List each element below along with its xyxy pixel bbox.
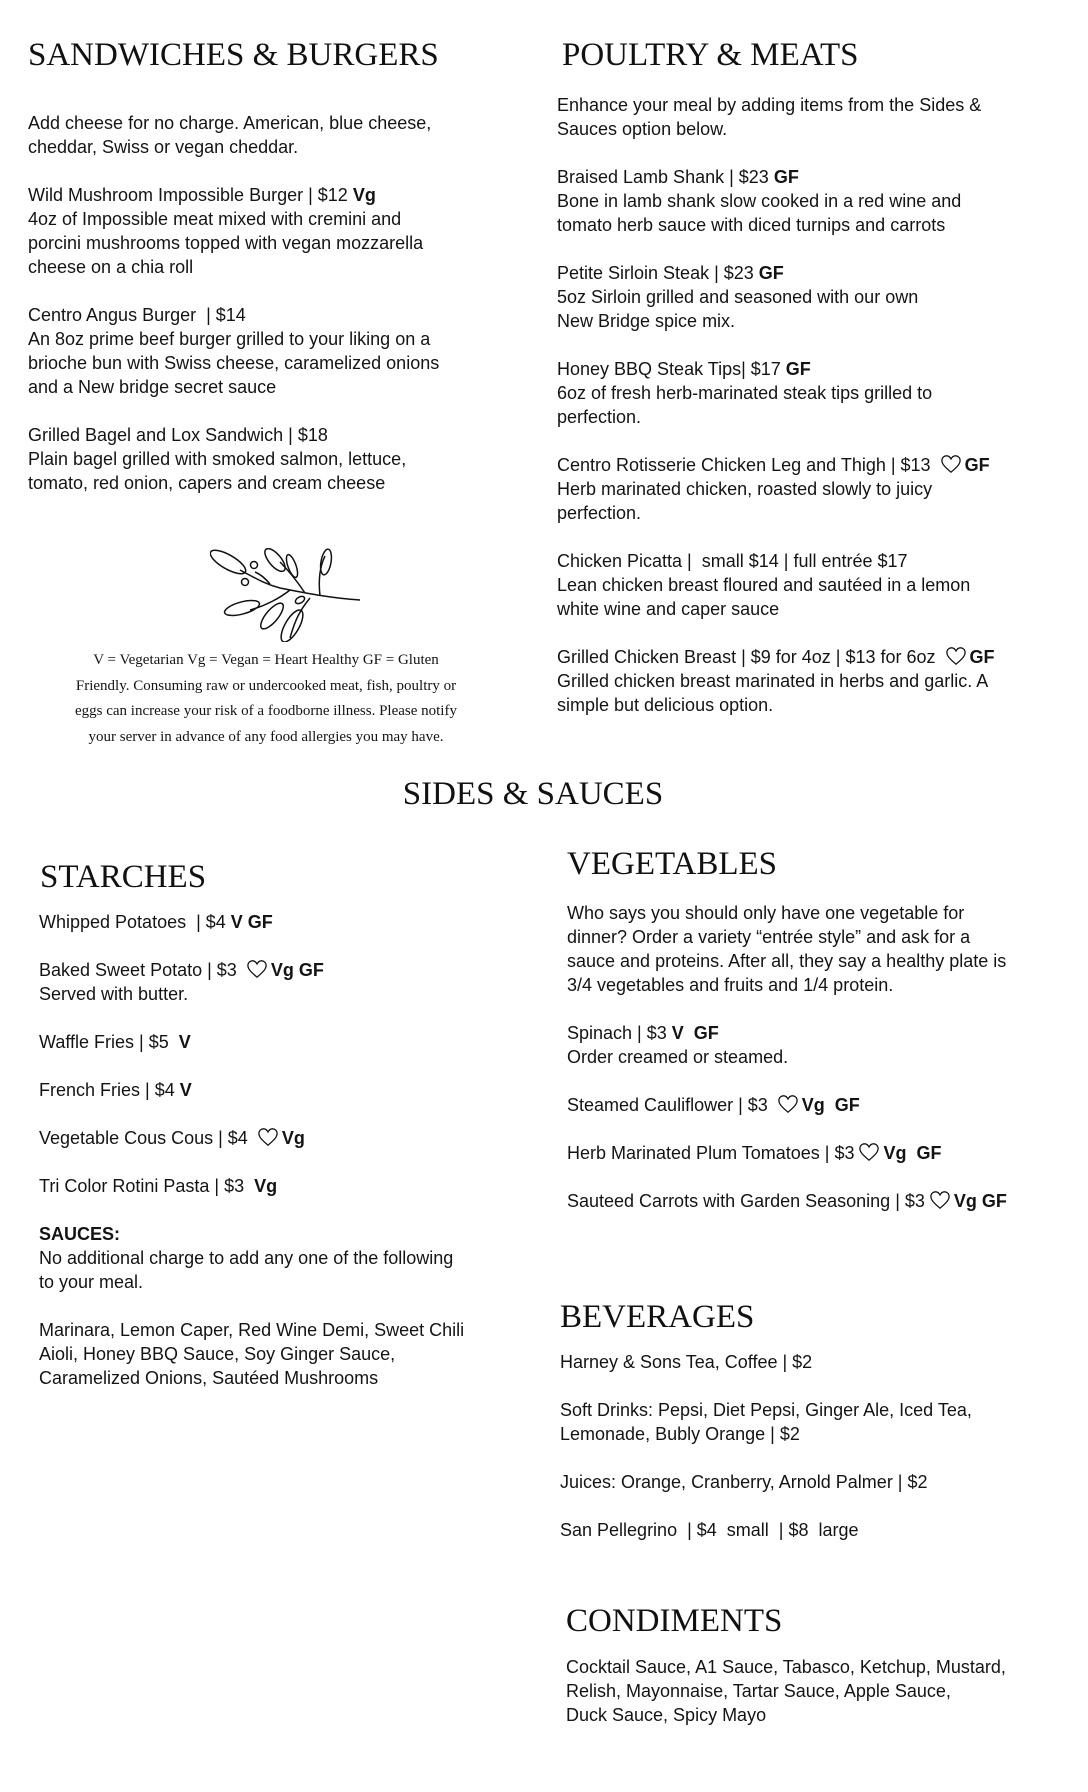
dietary-tags: Vg GF: [953, 1191, 1007, 1211]
sandwiches-list: [28, 111, 439, 495]
menu-item-heading: [567, 1021, 1007, 1045]
heart-healthy-icon: [257, 1127, 279, 1147]
menu-item: [567, 1021, 1007, 1069]
dietary-tags: Vg GF: [883, 1143, 942, 1163]
menu-item-title: Juices: Orange, Cranberry, Arnold Palmer | $2: [560, 1472, 928, 1492]
menu-item-heading: [557, 645, 995, 669]
dietary-tags: Vg GF: [270, 960, 324, 980]
menu-item: [28, 423, 439, 495]
menu-item-description: 4oz of Impossible meat mixed with cremini and porcini mushrooms topped with vegan mozzarella cheese on a chia roll: [28, 209, 424, 277]
menu-item-description: Bone in lamb shank slow cooked in a red wine and tomato herb sauce with diced turnips and carrots: [557, 191, 962, 235]
section-title-condiments: CONDIMENTS: [566, 1603, 783, 1639]
dietary-legend-disclaimer: V = Vegetarian Vg = Vegan = Heart Healthy GF = Gluten Friendly. Consuming raw or undercooked meat, fish, poultry or eggs can increase your risk of a foodborne illness. Please notify your server in advance of any food allergies you may have.: [75, 652, 457, 745]
menu-item-heading: [560, 1350, 972, 1374]
section-title-beverages: BEVERAGES: [560, 1299, 755, 1335]
menu-item-title: Vegetable Cous Cous | $4: [39, 1128, 253, 1148]
section-title-sides: SIDES & SAUCES: [402, 776, 664, 812]
sandwiches-intro: Add cheese for no charge. American, blue cheese, cheddar, Swiss or vegan cheddar.: [28, 113, 432, 157]
beverages-list: [560, 1350, 972, 1542]
menu-item-heading: [557, 357, 995, 381]
menu-item-heading: [560, 1398, 972, 1422]
dietary-tags: GF: [773, 167, 799, 187]
menu-item-heading: [39, 1078, 464, 1102]
dietary-tags: Vg: [254, 1176, 278, 1196]
menu-item: [560, 1518, 972, 1542]
menu-item-title: Centro Rotisserie Chicken Leg and Thigh | $13: [557, 455, 936, 475]
heart-healthy-icon: [940, 454, 962, 474]
section-title-starches: STARCHES: [40, 859, 207, 895]
menu-item-description: 5oz Sirloin grilled and seasoned with our own New Bridge spice mix.: [557, 287, 919, 331]
leaf-branch-icon: [210, 548, 362, 642]
menu-item-description: Order creamed or steamed.: [567, 1047, 789, 1067]
menu-item: [557, 645, 995, 717]
menu-item: [28, 183, 439, 279]
menu-item-heading: [28, 423, 439, 447]
heart-healthy-icon: [246, 959, 268, 979]
sauces-list: Marinara, Lemon Caper, Red Wine Demi, Sweet Chili Aioli, Honey BBQ Sauce, Soy Ginger Sauce, Caramelized Onions, Sautéed Mushrooms: [39, 1320, 465, 1388]
vegetables-intro: Who says you should only have one vegetable for dinner? Order a variety “entrée style” and ask for a sauce and proteins. After all, they say a healthy plate is 3/4 vegetables and fruits and 1/4 protein.: [567, 903, 1007, 995]
menu-item-title: Braised Lamb Shank | $23: [557, 167, 774, 187]
menu-item: [39, 1030, 464, 1054]
menu-item-title: Chicken Picatta | small $14 | full entrée $17: [557, 551, 908, 571]
menu-item-title: Petite Sirloin Steak | $23: [557, 263, 759, 283]
menu-item-heading: [560, 1518, 972, 1542]
menu-item-description: Grilled chicken breast marinated in herbs and garlic. A simple but delicious option.: [557, 671, 989, 715]
menu-items: [39, 910, 464, 1198]
heart-healthy-icon: [777, 1094, 799, 1114]
dietary-tags: GF: [964, 455, 990, 475]
menu-items: [567, 1021, 1007, 1213]
menu-item-title: Herb Marinated Plum Tomatoes | $3: [567, 1143, 855, 1163]
heart-healthy-icon: [858, 1142, 880, 1162]
section-title-vegetables: VEGETABLES: [567, 846, 778, 882]
menu-item: [39, 910, 464, 934]
menu-item-title: Wild Mushroom Impossible Burger | $12: [28, 185, 353, 205]
menu-item-heading: [557, 165, 995, 189]
menu-items: [28, 183, 439, 495]
menu-items: [557, 165, 995, 717]
sauces-intro: No additional charge to add any one of the following to your meal.: [39, 1248, 454, 1292]
menu-item: [39, 958, 464, 1006]
menu-item-description: Lean chicken breast floured and sautéed in a lemon white wine and caper sauce: [557, 575, 971, 619]
sauces-label: SAUCES:: [39, 1224, 121, 1244]
dietary-tags: V: [179, 1080, 192, 1100]
menu-item-title: Centro Angus Burger | $14: [28, 305, 246, 325]
menu-item-title: Harney & Sons Tea, Coffee | $2: [560, 1352, 813, 1372]
menu-item-heading: [557, 549, 995, 573]
menu-items: [560, 1350, 972, 1542]
menu-item-heading: [567, 1093, 1007, 1117]
menu-item-title: Honey BBQ Steak Tips| $17: [557, 359, 786, 379]
menu-item: [560, 1398, 972, 1446]
menu-item-heading: [39, 1174, 464, 1198]
menu-item-title: Soft Drinks: Pepsi, Diet Pepsi, Ginger Ale, Iced Tea,: [560, 1400, 972, 1420]
menu-item-title: Baked Sweet Potato | $3: [39, 960, 242, 980]
dietary-tags: GF: [758, 263, 784, 283]
menu-item-description: Herb marinated chicken, roasted slowly to juicy perfection.: [557, 479, 933, 523]
heart-healthy-icon: [945, 646, 967, 666]
menu-item-title: Spinach | $3: [567, 1023, 672, 1043]
menu-item-title: San Pellegrino | $4 small | $8 large: [560, 1520, 859, 1540]
menu-item-description: An 8oz prime beef burger grilled to your liking on a brioche bun with Swiss cheese, caramelized onions and a New bridge secret sauce: [28, 329, 440, 397]
dietary-tags: Vg GF: [801, 1095, 860, 1115]
menu-item-heading: [28, 183, 439, 207]
menu-item: [39, 1078, 464, 1102]
menu-item-title: Tri Color Rotini Pasta | $3: [39, 1176, 255, 1196]
menu-item: [557, 165, 995, 237]
menu-item-heading: [39, 910, 464, 934]
dietary-tags: V GF: [230, 912, 273, 932]
menu-item: [39, 1174, 464, 1198]
section-title-poultry: POULTRY & MEATS: [562, 37, 859, 73]
condiments-text: Cocktail Sauce, A1 Sauce, Tabasco, Ketchup, Mustard, Relish, Mayonnaise, Tartar Sauce, Apple Sauce, Duck Sauce, Spicy Mayo: [566, 1657, 1006, 1725]
menu-item-title: Grilled Bagel and Lox Sandwich | $18: [28, 425, 328, 445]
dietary-tags: V GF: [671, 1023, 719, 1043]
section-title-sandwiches: SANDWICHES & BURGERS: [28, 37, 439, 73]
menu-item-description: Plain bagel grilled with smoked salmon, lettuce, tomato, red onion, capers and cream cheese: [28, 449, 407, 493]
menu-item-title: Whipped Potatoes | $4: [39, 912, 231, 932]
menu-item-heading: [567, 1141, 1007, 1165]
poultry-intro: Enhance your meal by adding items from the Sides & Sauces option below.: [557, 95, 982, 139]
menu-item: [567, 1189, 1007, 1213]
condiments-list: [566, 1655, 1006, 1727]
dietary-tags: GF: [785, 359, 811, 379]
menu-item: [557, 549, 995, 621]
menu-item: [567, 1093, 1007, 1117]
menu-item-description: Lemonade, Bubly Orange | $2: [560, 1424, 800, 1444]
starches-list: [39, 910, 464, 1390]
menu-item-title: French Fries | $4: [39, 1080, 180, 1100]
menu-item-title: Sauteed Carrots with Garden Seasoning | $3: [567, 1191, 925, 1211]
menu-item-heading: [28, 303, 439, 327]
menu-item: [557, 453, 995, 525]
menu-item-heading: [39, 1126, 464, 1150]
menu-item: [39, 1126, 464, 1150]
menu-item: [28, 303, 439, 399]
heart-healthy-icon: [929, 1190, 951, 1210]
menu-item-heading: [39, 1030, 464, 1054]
dietary-tags: Vg: [281, 1128, 305, 1148]
menu-item: [560, 1470, 972, 1494]
menu-item-heading: [560, 1470, 972, 1494]
menu-item-title: Steamed Cauliflower | $3: [567, 1095, 773, 1115]
menu-item-title: Grilled Chicken Breast | $9 for 4oz | $13 for 6oz: [557, 647, 941, 667]
menu-item-heading: [557, 261, 995, 285]
menu-item: [560, 1350, 972, 1374]
menu-item-description: Served with butter.: [39, 984, 189, 1004]
menu-item: [567, 1141, 1007, 1165]
menu-item: [557, 357, 995, 429]
dietary-tags: Vg: [352, 185, 376, 205]
menu-item-description: 6oz of fresh herb-marinated steak tips grilled to perfection.: [557, 383, 933, 427]
menu-item: [557, 261, 995, 333]
menu-item-heading: [567, 1189, 1007, 1213]
vegetables-list: [567, 901, 1007, 1213]
dietary-tags: GF: [969, 647, 995, 667]
poultry-list: [557, 93, 995, 717]
menu-item-title: Waffle Fries | $5: [39, 1032, 179, 1052]
dietary-tags: V: [178, 1032, 191, 1052]
menu-item-heading: [557, 453, 995, 477]
menu-item-heading: [39, 958, 464, 982]
